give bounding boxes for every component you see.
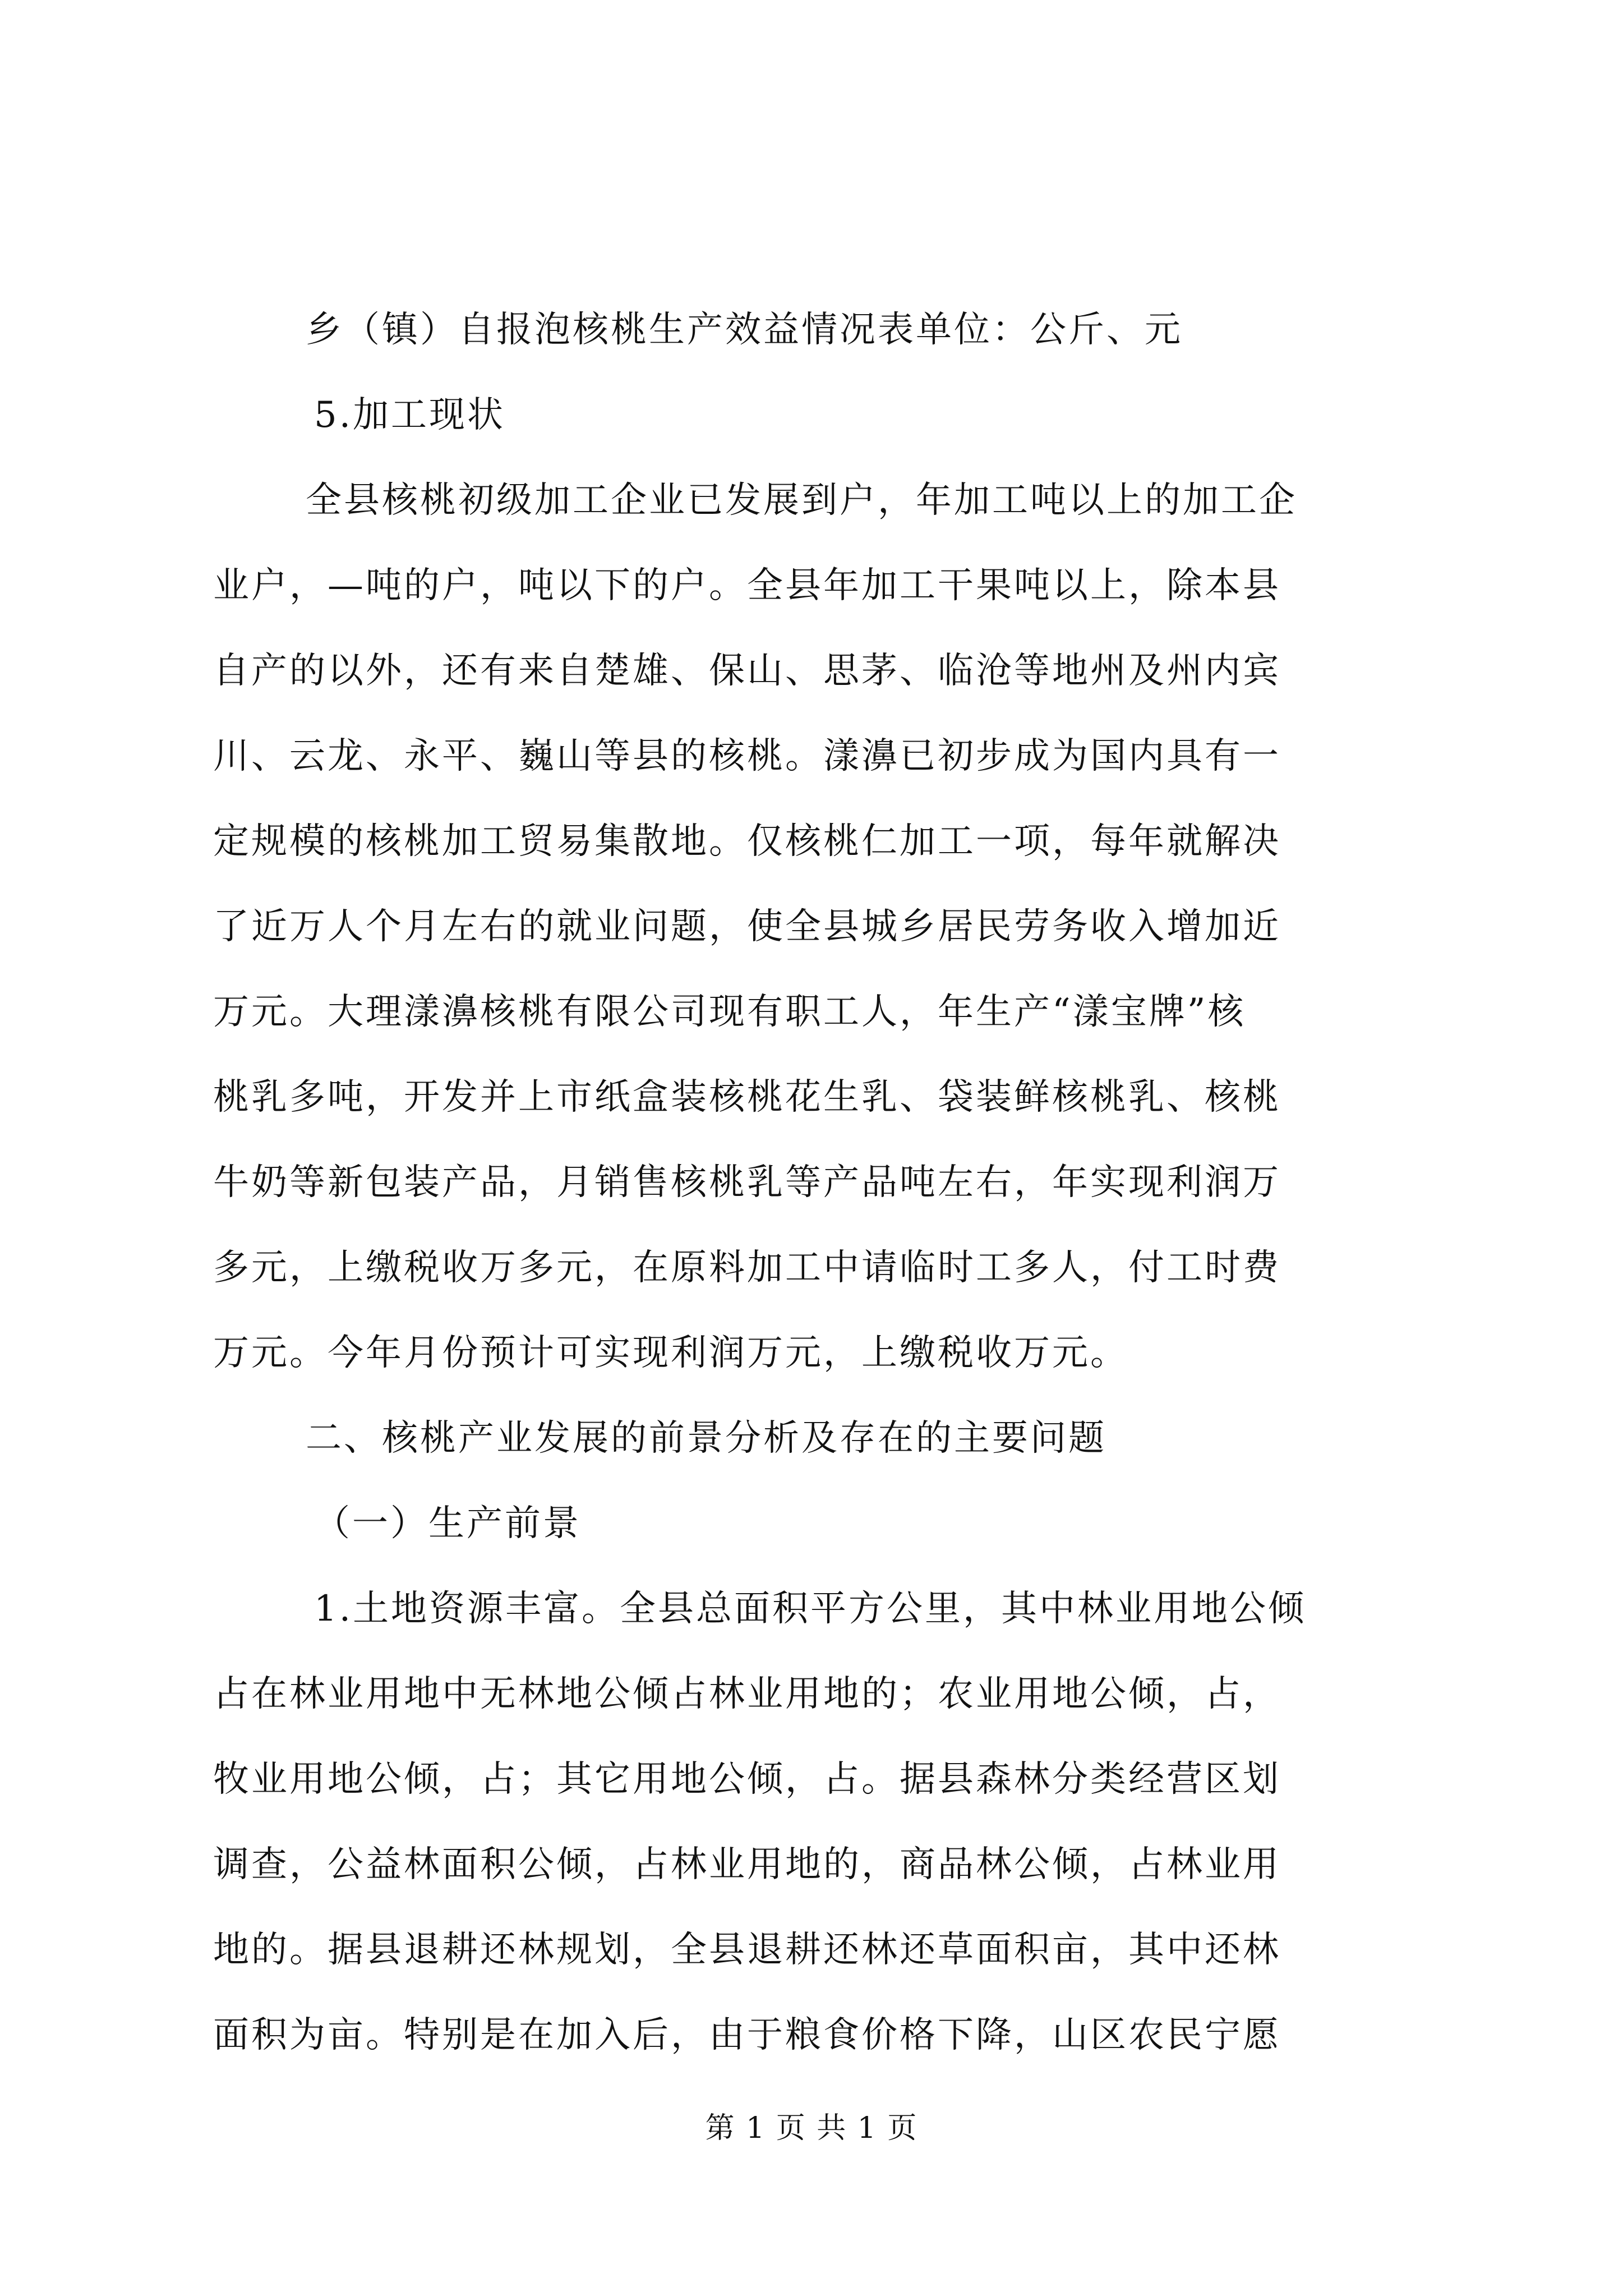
paragraph-line: 自产的以外，还有来自楚雄、保山、思茅、临沧等地州及州内宾	[213, 650, 1281, 692]
paragraph-line: 占在林业用地中无林地公倾占林业用地的；农业用地公倾，占，	[213, 1673, 1281, 1715]
section-heading-prospects: 二、核桃产业发展的前景分析及存在的主要问题	[306, 1418, 1106, 1459]
paragraph-line: 万元。大理漾濞核桃有限公司现有职工人，年生产“漾宝牌”核	[213, 991, 1246, 1033]
paragraph-line: 面积为亩。特别是在加入后，由于粮食价格下降，山区农民宁愿	[213, 2014, 1281, 2056]
paragraph-line: 万元。今年月份预计可实现利润万元，上缴税收万元。	[213, 1332, 1128, 1374]
paragraph-line: 1.土地资源丰富。全县总面积平方公里，其中林业用地公倾	[314, 1588, 1307, 1630]
paragraph-line: 牛奶等新包装产品，月销售核桃乳等产品吨左右，年实现利润万	[213, 1162, 1281, 1203]
section-heading-processing: 5.加工现状	[314, 394, 506, 436]
paragraph-line: 地的。据县退耕还林规划，全县退耕还林还草面积亩，其中还林	[213, 1929, 1281, 1971]
paragraph-line: 调查，公益林面积公倾，占林业用地的，商品林公倾，占林业用	[213, 1844, 1281, 1885]
paragraph-line: 业户，—吨的户，吨以下的户。全县年加工干果吨以上，除本县	[213, 565, 1281, 606]
paragraph-line: 定规模的核桃加工贸易集散地。仅核桃仁加工一项，每年就解决	[213, 821, 1281, 862]
paragraph-line: 桃乳多吨，开发并上市纸盒装核桃花生乳、袋装鲜核桃乳、核桃	[213, 1076, 1281, 1118]
paragraph-line: 川、云龙、永平、巍山等县的核桃。漾濞已初步成为国内具有一	[213, 735, 1281, 777]
table-caption-line: 乡（镇）自报泡核桃生产效益情况表单位：公斤、元	[306, 309, 1183, 351]
paragraph-line: 了近万人个月左右的就业问题，使全县城乡居民劳务收入增加近	[213, 906, 1281, 947]
page-number-footer: 第 1 页 共 1 页	[705, 2111, 918, 2145]
paragraph-line: 牧业用地公倾，占；其它用地公倾，占。据县森林分类经营区划	[213, 1759, 1281, 1800]
paragraph-line: 多元，上缴税收万多元，在原料加工中请临时工多人，付工时费	[213, 1247, 1281, 1289]
paragraph-line: 全县核桃初级加工企业已发展到户，年加工吨以上的加工企	[306, 480, 1297, 521]
subsection-heading-production: （一）生产前景	[314, 1503, 581, 1544]
